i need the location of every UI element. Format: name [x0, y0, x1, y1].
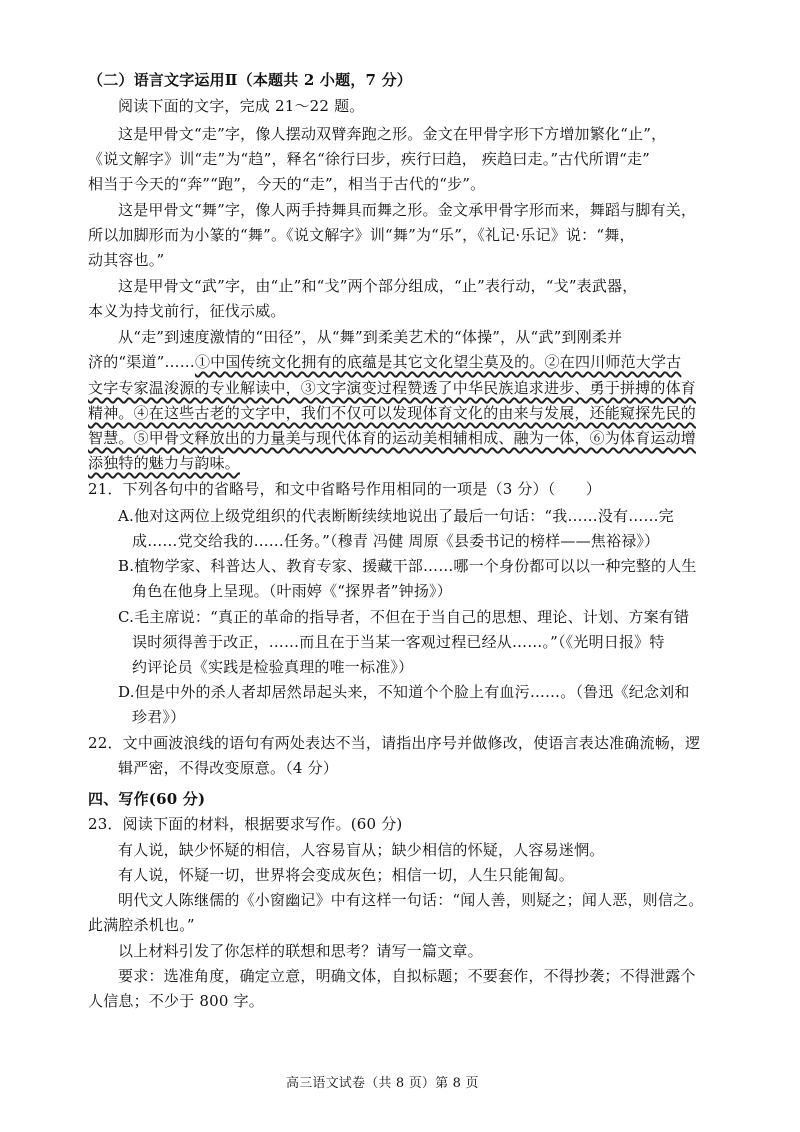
writing-section-heading: 四、写作(60 分): [88, 790, 206, 808]
material-line: 有人说，怀疑一切，世界将会变成灰色；相信一切，人生只能匍匐。: [118, 866, 575, 884]
option-d-cont: 珍君》）: [132, 708, 186, 726]
passage-line: 相当于今天的“奔”“跑”，今天的“走”，相当于古代的“步”。: [88, 175, 486, 193]
material-line: 此满腔杀机也。”: [88, 916, 195, 934]
option-c-cont: 误时须得善于改正，……而且在于当某一客观过程已经从……。”（《光明日报》特: [132, 633, 665, 651]
wavy-underlined-sentence: 精神。④在这些古老的文字中，我们不仅可以发现体育文化的由来与发展，还能窥探先民的: [88, 404, 697, 422]
passage-line: 这是甲骨文“武”字，由“止”和“戈”两个部分组成，“止”表行动，“戈”表武器，: [118, 277, 638, 295]
option-c: C.毛主席说：“真正的革命的指导者，不但在于当自己的思想、理论、计划、方案有错: [118, 608, 690, 626]
page-footer: 高三语文试卷（共 8 页）第 8 页: [286, 1076, 479, 1091]
material-line: 有人说，缺少怀疑的相信，人容易盲从；缺少相信的怀疑，人容易迷惘。: [118, 841, 605, 859]
passage-line: 从“走”到速度激情的“田径”，从“舞”到柔美艺术的“体操”，从“武”到刚柔并: [118, 328, 623, 346]
question-22-cont: 辑严密，不得改变原意。（4 分）: [118, 759, 339, 777]
option-c-cont: 约评论员《实践是检验真理的唯一标准》）: [132, 658, 414, 676]
passage-line: 《说文解字》训“走”为“趋”，释名“徐行曰步，疾行曰趋， 疾趋曰走。”古代所谓“走”: [88, 150, 651, 168]
section-heading: （二）语言文字运用Ⅱ（本题共 2 小题，7 分）: [88, 71, 412, 89]
passage-line: 这是甲骨文“舞”字，像人两手持舞具而舞之形。金文承甲骨字形而来，舞蹈与脚有关，: [118, 201, 697, 219]
reading-instruction: 阅读下面的文字，完成 21～22 题。: [118, 97, 365, 115]
question-23: 23．阅读下面的材料，根据要求写作。(60 分): [88, 815, 403, 833]
option-a-cont: 成……党交给我的……任务。”（穆青 冯健 周原《县委书记的榜样——焦裕禄》）: [132, 532, 660, 550]
question-22: 22．文中画波浪线的语句有两处表达不当，请指出序号并做修改，使语言表达准确流畅，逻: [88, 734, 701, 752]
wavy-underlined-sentence: 智慧。⑤甲骨文释放出的力量美与现代体育的运动美相辅相成、融为一体，⑥为体育运动增: [88, 429, 697, 447]
wavy-underlined-sentence: ①中国传统文化拥有的底蕴是其它文化望尘莫及的。②在四川师范大学古: [194, 353, 682, 371]
passage-line: 这是甲骨文“走”字，像人摆动双臂奔跑之形。金文在甲骨字形下方增加繁化“止”，: [118, 125, 667, 143]
option-b-cont: 角色在他身上呈现。（叶雨婷《“探界者”钟扬》）: [132, 582, 452, 600]
material-line: 明代文人陈继儒的《小窗幽记》中有这样一句话：“闻人善，则疑之；闻人恶，则信之。: [118, 891, 704, 909]
wavy-underlined-sentence: 文字专家温浚源的专业解读中，③文字演变过程赞透了中华民族追求进步、勇于拼搏的体育: [88, 379, 697, 397]
writing-requirements: 要求：选准角度，确定立意，明确文体，自拟标题；不要套作，不得抄袭；不得泄露个: [118, 967, 696, 985]
option-a: A.他对这两位上级党组织的代表断断续续地说出了最后一句话：“我……没有……完: [118, 507, 674, 525]
option-d: D.但是中外的杀人者却居然昂起头来，不知道个个脸上有血污……。（鲁迅《纪念刘和: [118, 683, 690, 701]
option-b: B.植物学家、科普达人、教育专家、援藏干部……哪一个身份都可以以一种完整的人生: [118, 557, 697, 575]
writing-prompt: 以上材料引发了你怎样的联想和思考？请写一篇文章。: [118, 942, 483, 960]
question-21-stem: 21．下列各句中的省略号，和文中省略号作用相同的一项是（3 分）（ ）: [88, 480, 602, 498]
passage-line: 所以加脚形而为小篆的“舞”。《说文解字》训“舞”为“乐”，《礼记·乐记》说：“舞，: [88, 226, 635, 244]
wavy-underlined-sentence: 添独特的魅力与韵味。: [88, 454, 241, 472]
passage-line: 本义为持戈前行，征伐示威。: [88, 302, 286, 320]
passage-line: [88, 355, 681, 370]
passage-text: 济的“渠道”……: [88, 353, 195, 371]
writing-requirements-cont: 人信息；不少于 800 字。: [88, 992, 264, 1010]
passage-line: 动其容也。”: [88, 251, 165, 269]
